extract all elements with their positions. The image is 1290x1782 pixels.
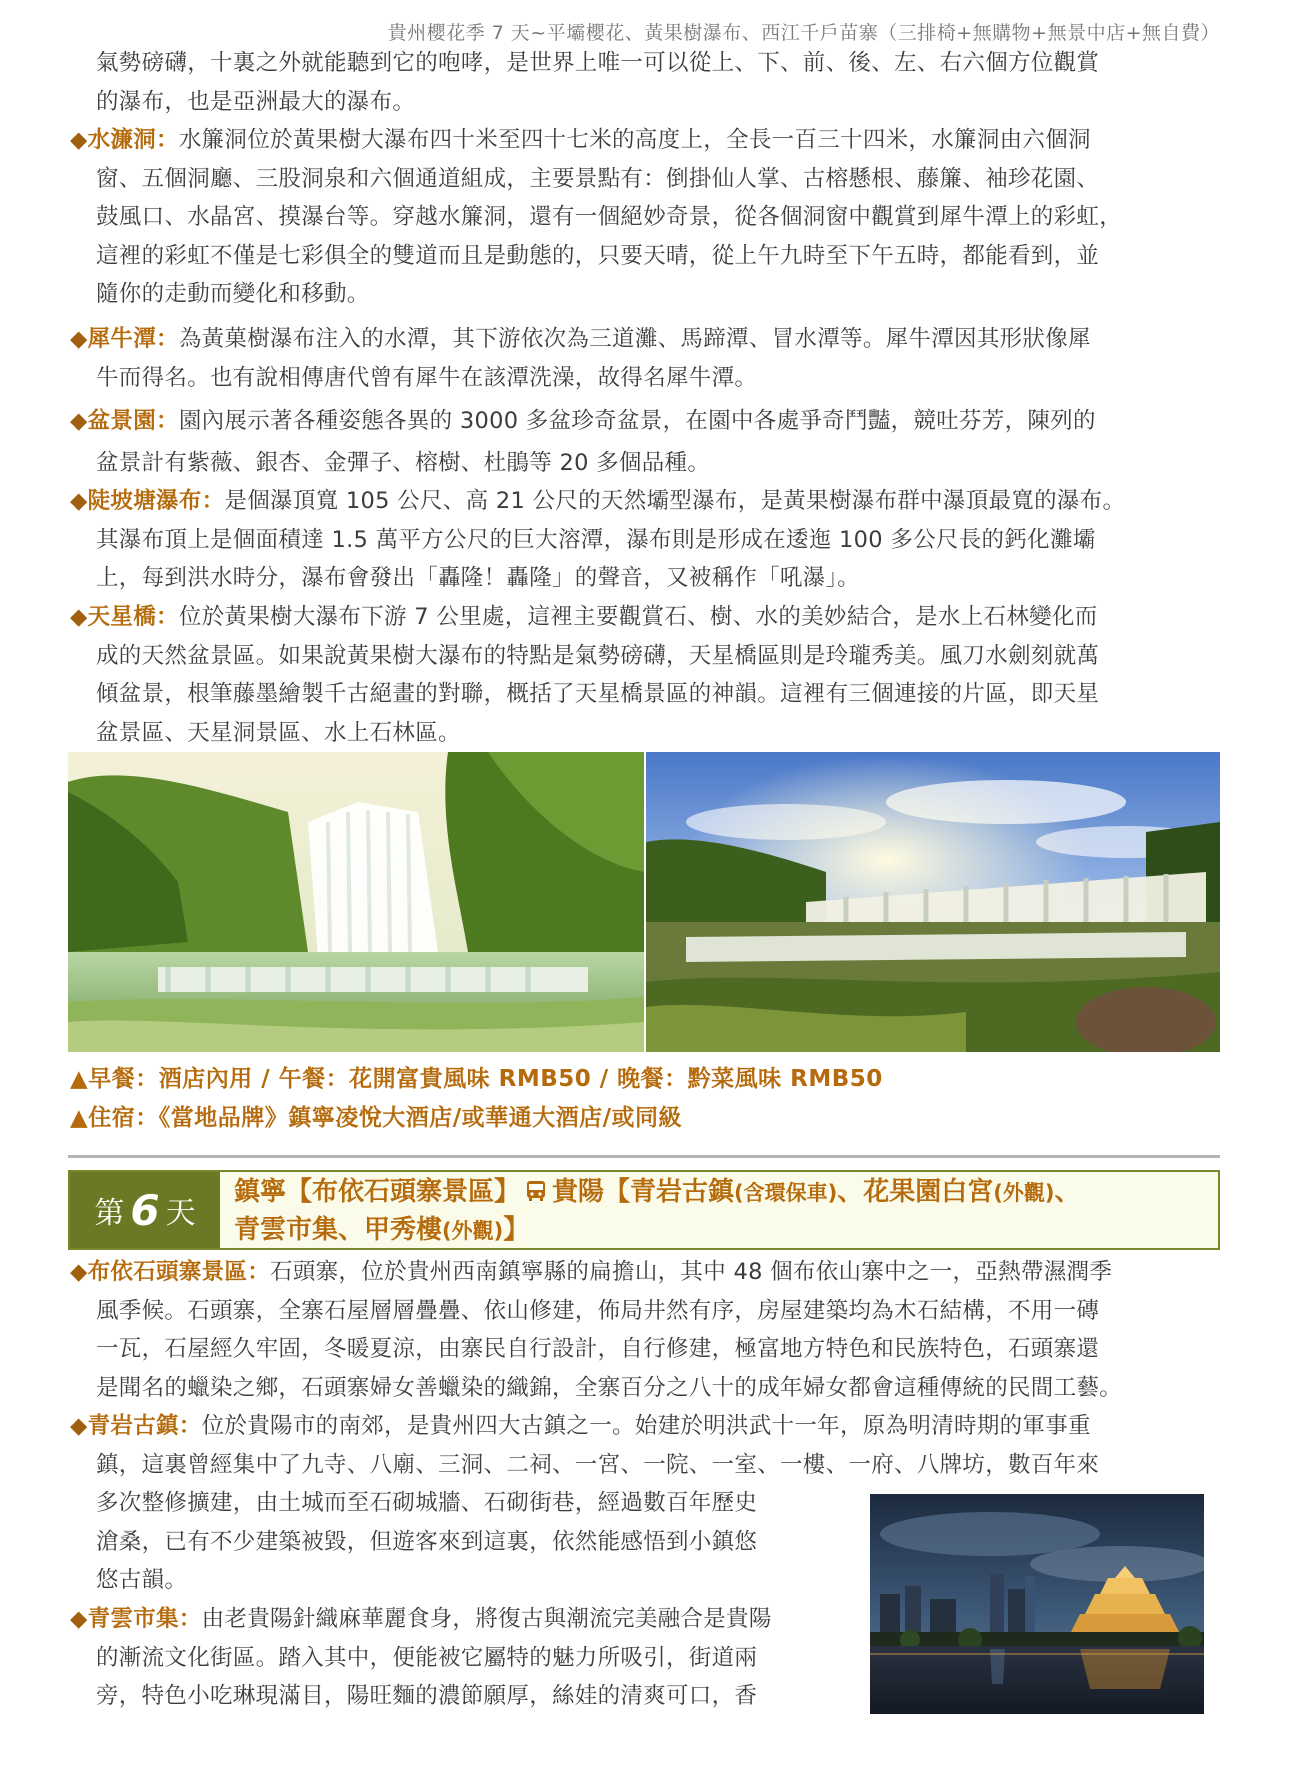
text-line: 的瀑布，也是亞洲最大的瀑布。 — [96, 88, 416, 115]
text-line: 多次整修擴建，由土城而至石砌城牆、石砌街巷，經過數百年歷史 — [96, 1490, 758, 1516]
text-line: 牛而得名。也有說相傳唐代曾有犀牛在該潭洗澡，故得名犀牛潭。 — [96, 364, 758, 391]
section-rhino-pool — [70, 320, 1220, 397]
section-term: 水濂洞： — [87, 127, 179, 153]
text-line: 隨你的走動而變化和移動。 — [96, 281, 370, 307]
day-title — [234, 1174, 1080, 1250]
section-doupotang-waterfall — [70, 482, 1220, 598]
text-line: 是聞名的蠟染之鄉，石頭寨婦女善蠟染的織錦，全寨百分之八十的成年婦女都會這種傳統的民間工藝。 — [96, 1374, 1123, 1401]
text-line: 滄桑，已有不少建築被毀，但遊客來到這裏，依然能感悟到小鎮悠 — [96, 1528, 758, 1555]
hotel-info: ▲住宿：《當地品牌》鎮寧凌悅大酒店/或華通大酒店/或同級 — [70, 1105, 682, 1131]
section-term: 天星橋： — [87, 604, 179, 630]
section-divider — [68, 1155, 1220, 1158]
page-header: 貴州櫻花季 7 天~平壩櫻花、黃果樹瀑布、西江千戶苗寨（三排椅+無購物+無景中店+無自費） — [387, 22, 1220, 44]
day-prefix: 第 — [94, 1196, 125, 1231]
diamond-icon: ◆ — [70, 326, 88, 352]
text-line: 水簾洞位於黃果樹大瀑布四十米至四十七米的高度上，全長一百三十四米，水簾洞由六個洞 — [178, 127, 1091, 153]
diamond-icon: ◆ — [70, 488, 88, 514]
title-note: (含環保車) — [734, 1181, 838, 1205]
title-segment: 鎮寧【布依石頭寨景區】 — [234, 1177, 521, 1207]
text-line: 一瓦，石屋經久牢固，冬暖夏涼，由寨民自行設計，自行修建，極富地方特色和民族特色，石頭寨還 — [96, 1336, 1100, 1362]
diamond-icon: ◆ — [70, 1413, 88, 1439]
text-line: 盆景計有紫薇、銀杏、金彈子、榕樹、杜鵑等 20 多個品種。 — [96, 450, 711, 476]
text-line: 這裡的彩虹不僅是七彩俱全的雙道而且是動態的，只要天晴，從上午九時至下午五時，都能看到，並 — [96, 242, 1100, 269]
text-line: 石頭寨，位於貴州西南鎮寧縣的扁擔山，其中 48 個布依山寨中之一，亞熱帶濕潤季 — [270, 1259, 1113, 1285]
text-line: 園內展示著各種姿態各異的 3000 多盆珍奇盆景，在園中各處爭奇鬥豔，競吐芬芳，陳列的 — [178, 408, 1096, 434]
day-number: 6 — [130, 1185, 160, 1235]
bus-icon — [524, 1179, 548, 1203]
section-stone-village — [70, 1253, 1220, 1407]
text-line: 鼓風口、水晶宮、摸瀑台等。穿越水簾洞，還有一個絕妙奇景，從各個洞窗中觀賞到犀牛潭上的彩虹， — [96, 204, 1123, 230]
text-line: 悠古韻。 — [96, 1567, 188, 1593]
title-segment: 、花果園白宮 — [837, 1177, 994, 1207]
text-line: 位於黃果樹大瀑布下游 7 公里處，這裡主要觀賞石、樹、水的美妙結合，是水上石林變化而 — [178, 604, 1098, 630]
text-line: 其瀑布頂上是個面積達 1.5 萬平方公尺的巨大溶潭，瀑布則是形成在逶迤 100 多公尺長的鈣化灘壩 — [96, 526, 1096, 553]
diamond-icon: ◆ — [70, 1259, 88, 1285]
text-line: 位於貴陽市的南郊，是貴州四大古鎮之一。始建於明洪武十一年，原為明清時期的軍事重 — [201, 1413, 1091, 1439]
intro-paragraph — [70, 44, 1220, 121]
waterfall-photo-left — [68, 752, 644, 1052]
text-line: 風季候。石頭寨，全寨石屋層層疊疊、依山修建，佈局井然有序，房屋建築均為木石結構，不用一磚 — [96, 1297, 1100, 1324]
day-suffix: 天 — [165, 1196, 196, 1231]
section-term: 陡坡塘瀑布： — [87, 488, 225, 514]
text-line: 氣勢磅礴，十裏之外就能聽到它的咆哮，是世界上唯一可以從上、下、前、後、左、右六個方位觀賞 — [96, 50, 1100, 76]
text-line: 鎮，這裏曾經集中了九寺、八廟、三洞、二祠、一宮、一院、一室、一樓、一府、八牌坊，數百年來 — [96, 1451, 1100, 1478]
diamond-icon: ◆ — [70, 604, 88, 630]
text-line: 盆景區、天星洞景區、水上石林區。 — [96, 719, 461, 746]
text-line: 傾盆景，根筆藤墨繪製千古絕畫的對聯，概括了天星橋景區的神韻。這裡有三個連接的片區，即天星 — [96, 681, 1100, 707]
title-segment: 青雲市集、甲秀樓 — [234, 1215, 443, 1245]
text-line: 成的天然盆景區。如果說黃果樹大瀑布的特點是氣勢磅礴，天星橋區則是玲瓏秀美。風刀水劍刻就萬 — [96, 642, 1100, 669]
waterfall-photo-right — [646, 752, 1220, 1052]
day-title-line — [234, 1212, 1080, 1250]
section-term: 盆景園： — [87, 408, 179, 434]
diamond-icon: ◆ — [70, 408, 88, 434]
day-header — [68, 1170, 1220, 1250]
diamond-icon: ◆ — [70, 1606, 88, 1632]
section-bonsai-garden — [70, 400, 1220, 484]
section-shuilian-cave — [70, 121, 1220, 314]
text-line: 上，每到洪水時分，瀑布會發出「轟隆！轟隆」的聲音，又被稱作「吼瀑」。 — [96, 565, 860, 591]
section-tianxing-bridge — [70, 598, 1220, 752]
title-note: (外觀) — [442, 1219, 504, 1243]
section-term: 青雲市集： — [87, 1606, 202, 1632]
section-term: 青岩古鎮： — [87, 1413, 202, 1439]
title-segment: 、 — [1054, 1177, 1081, 1207]
day-badge — [70, 1172, 220, 1248]
text-line: 由老貴陽針織麻華麗食身，將復古與潮流完美融合是貴陽 — [201, 1606, 772, 1632]
day-title-line — [234, 1174, 1080, 1212]
text-line: 是個瀑頂寬 105 公尺、高 21 公尺的天然壩型瀑布，是黃果樹瀑布群中瀑頂最寬的瀑布。 — [224, 488, 1126, 514]
jiaxiu-tower-night-photo — [870, 1494, 1204, 1714]
text-line: 旁，特色小吃琳現滿目，陽旺麵的濃節願厚，絲娃的清爽可口，香 — [96, 1683, 758, 1709]
title-segment: 貴陽【青岩古鎮 — [552, 1177, 735, 1207]
section-term: 犀牛潭： — [87, 326, 179, 352]
title-segment: 】 — [503, 1215, 530, 1245]
title-note: (外觀) — [993, 1181, 1055, 1205]
diamond-icon: ◆ — [70, 127, 88, 153]
text-line: 為黃菓樹瀑布注入的水潭，其下游依次為三道灘、馬蹄潭、冒水潭等。犀牛潭因其形狀像犀 — [178, 326, 1091, 352]
meal-info: ▲早餐：酒店內用 / 午餐：花開富貴風味 RMB50 / 晚餐：黔菜風味 RMB50 — [70, 1066, 883, 1092]
text-line: 的漸流文化街區。踏入其中，便能被它屬特的魅力所吸引，街道兩 — [96, 1644, 758, 1671]
text-line: 窗、五個洞廳、三股洞泉和六個通道組成，主要景點有：倒掛仙人掌、古榕懸根、藤簾、袖珍花園、 — [96, 165, 1100, 192]
section-term: 布依石頭寨景區： — [87, 1259, 271, 1285]
